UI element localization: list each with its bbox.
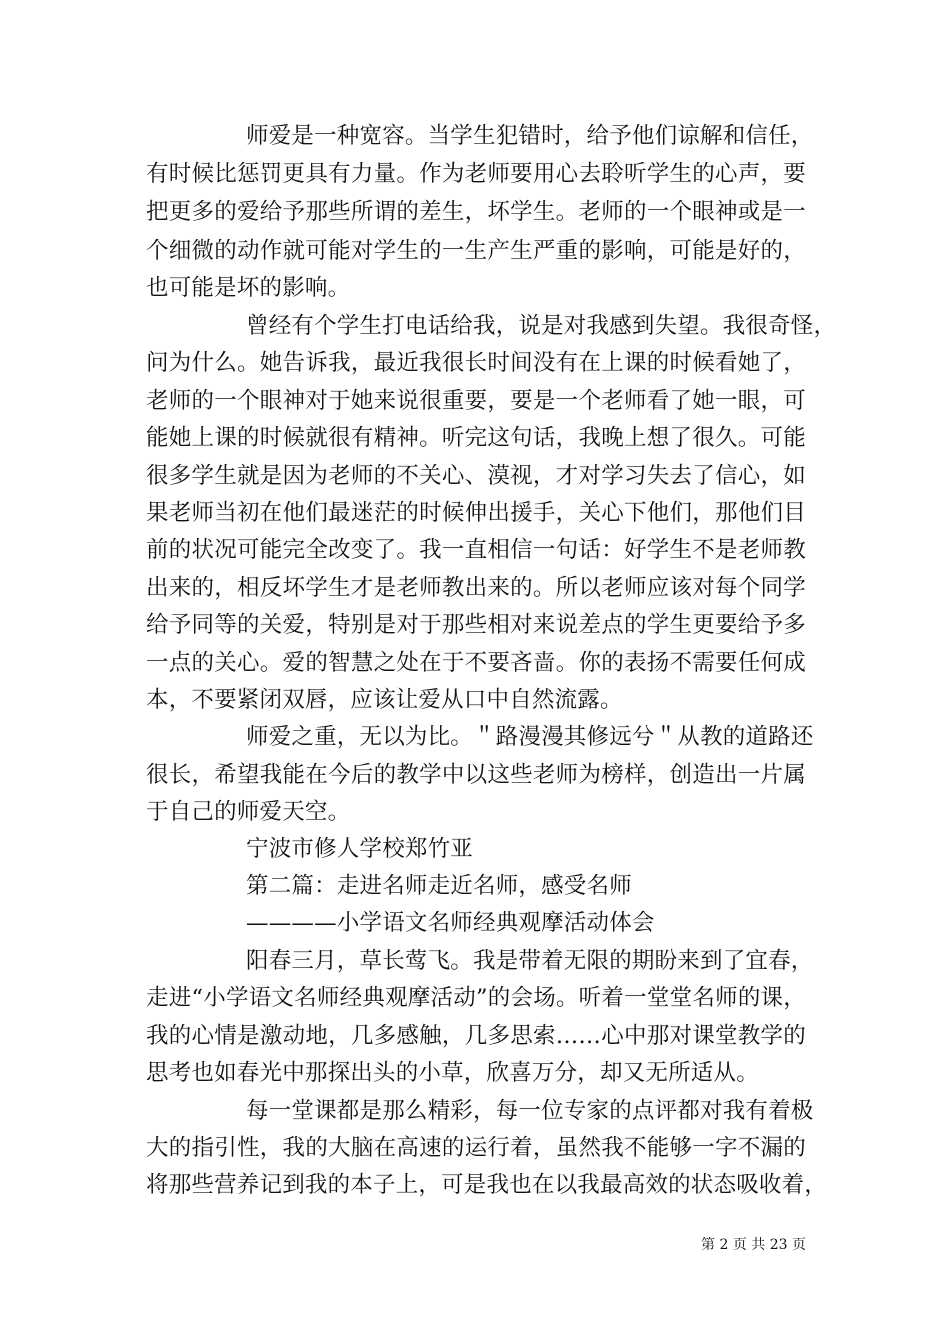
paragraph-5-line-1: 每一堂课都是那么精彩，每一位专家的点评都对我有着极 <box>246 1098 814 1124</box>
paragraph-5-line-3: 将那些营养记到我的本子上，可是我也在以我最高效的状态吸收着， <box>146 1172 828 1198</box>
paragraph-4-line-3: 我的心情是激动地，几多感触，几多思索……心中那对课堂教学的 <box>146 1023 806 1049</box>
paragraph-3-line-3: 于自己的师爱天空。 <box>146 799 351 825</box>
page-number-footer: 第 2 页 共 23 页 <box>701 1237 806 1253</box>
author-line: 宁波市修人学校郑竹亚 <box>246 836 474 862</box>
paragraph-2-line-4: 能她上课的时候就很有精神。听完这句话，我晚上想了很久。可能 <box>146 425 806 451</box>
paragraph-1-line-5: 也可能是坏的影响。 <box>146 275 351 301</box>
paragraph-2-line-11: 本，不要紧闭双唇，应该让爱从口中自然流露。 <box>146 687 623 713</box>
paragraph-3-line-1: 师爱之重，无以为比。＂路漫漫其修远兮＂从教的道路还 <box>246 724 814 750</box>
paragraph-2-line-7: 前的状况可能完全改变了。我一直相信一句话：好学生不是老师教 <box>146 537 806 563</box>
section-subtitle: ————小学语文名师经典观摩活动体会 <box>246 910 655 936</box>
paragraph-4-line-4: 思考也如春光中那探出头的小草，欣喜万分，却又无所适从。 <box>146 1060 759 1086</box>
paragraph-2-line-3: 老师的一个眼神对于她来说很重要，要是一个老师看了她一眼，可 <box>146 388 806 414</box>
paragraph-2-line-5: 很多学生就是因为老师的不关心、漠视，才对学习失去了信心，如 <box>146 463 806 489</box>
paragraph-1-line-2: 有时候比惩罚更具有力量。作为老师要用心去聆听学生的心声，要 <box>146 161 806 187</box>
paragraph-2-line-1: 曾经有个学生打电话给我，说是对我感到失望。我很奇怪， <box>246 313 837 339</box>
paragraph-5-line-2: 大的指引性，我的大脑在高速的运行着，虽然我不能够一字不漏的 <box>146 1135 806 1161</box>
paragraph-2-line-8: 出来的，相反坏学生才是老师教出来的。所以老师应该对每个同学 <box>146 575 806 601</box>
section-heading: 第二篇：走进名师走近名师，感受名师 <box>246 873 632 899</box>
paragraph-2-line-9: 给予同等的关爱，特别是对于那些相对来说差点的学生更要给予多 <box>146 612 806 638</box>
paragraph-4-line-1: 阳春三月，草长莺飞。我是带着无限的期盼来到了宜春， <box>246 948 814 974</box>
paragraph-2-line-10: 一点的关心。爱的智慧之处在于不要吝啬。你的表扬不需要任何成 <box>146 650 806 676</box>
paragraph-3-line-2: 很长，希望我能在今后的教学中以这些老师为榜样，创造出一片属 <box>146 762 806 788</box>
paragraph-1-line-1: 师爱是一种宽容。当学生犯错时，给予他们谅解和信任， <box>246 123 814 149</box>
paragraph-1-line-3: 把更多的爱给予那些所谓的差生，坏学生。老师的一个眼神或是一 <box>146 199 806 225</box>
paragraph-4-line-2: 走进“小学语文名师经典观摩活动”的会场。听着一堂堂名师的课， <box>146 985 806 1011</box>
paragraph-2-line-6: 果老师当初在他们最迷茫的时候伸出援手，关心下他们，那他们目 <box>146 500 806 526</box>
paragraph-1-line-4: 个细微的动作就可能对学生的一生产生严重的影响，可能是好的， <box>146 238 806 264</box>
paragraph-2-line-2: 问为什么。她告诉我，最近我很长时间没有在上课的时候看她了， <box>146 350 806 376</box>
